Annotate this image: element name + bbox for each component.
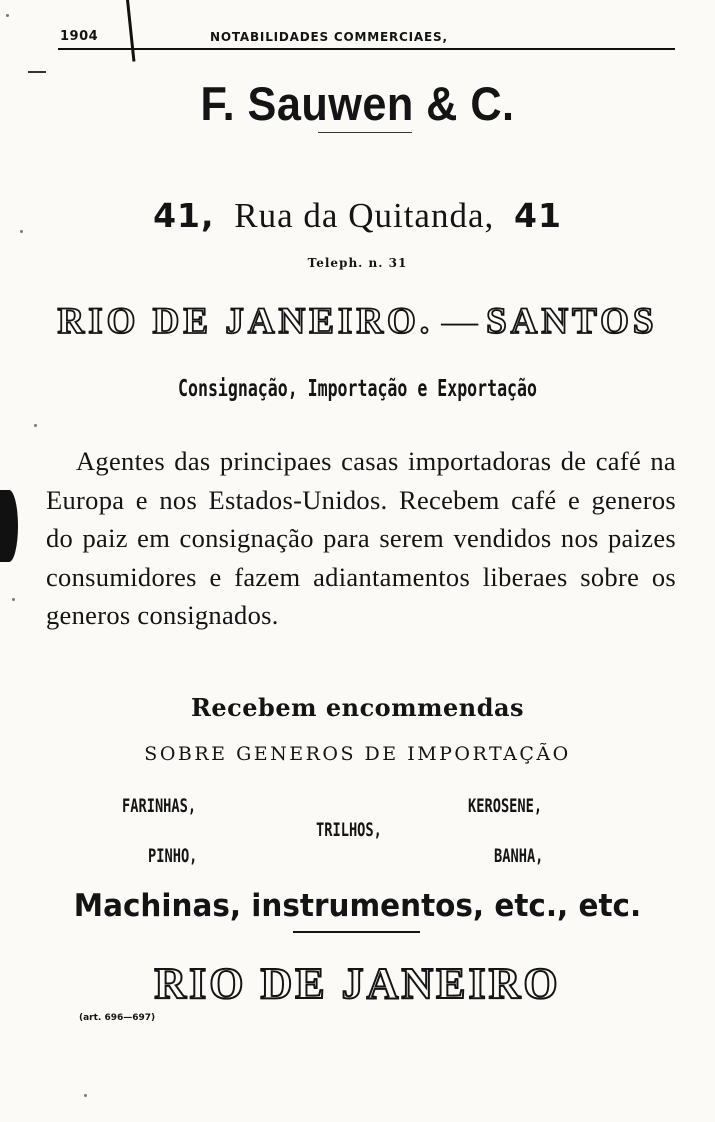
- page-header: [58, 25, 675, 49]
- address-line: [0, 196, 715, 236]
- machines-line: Machinas, instrumentos, etc., etc.: [73, 888, 642, 924]
- margin-mark: [28, 71, 46, 73]
- location-santos: SANTOS: [486, 301, 658, 342]
- goods-item: PINHO,: [148, 845, 198, 867]
- scan-speck: [84, 1094, 87, 1097]
- goods-item: TRILHOS,: [316, 819, 382, 841]
- services-line: Consignação, Importação e Exportação: [178, 376, 537, 402]
- scan-speck: [12, 598, 15, 601]
- footer-city: RIO DE JANEIRO: [154, 959, 561, 1008]
- firm-name: F. Sauwen & C.: [200, 77, 515, 130]
- street-number-left: 41,: [153, 196, 215, 235]
- goods-item: KEROSENE,: [468, 795, 543, 817]
- locations-line: [0, 300, 715, 343]
- page-year: 1904: [60, 29, 99, 44]
- header-rule: [58, 48, 675, 50]
- running-title: NOTABILIDADES COMMERCIAES,: [210, 30, 448, 44]
- scan-edge-blot: [0, 490, 18, 562]
- machines-divider: [293, 931, 420, 933]
- orders-title: Recebem encommendas: [190, 693, 525, 722]
- telephone-number: Teleph. n. 31: [307, 256, 408, 270]
- scan-speck: [34, 424, 37, 427]
- location-rio: RIO DE JANEIRO.: [57, 301, 434, 342]
- goods-item: BANHA,: [494, 845, 544, 867]
- orders-subtitle: SOBRE GENEROS DE IMPORTAÇÃO: [144, 743, 571, 765]
- location-dash: —: [441, 301, 479, 342]
- description-paragraph: Agentes das principaes casas importadoras de café na Europa e nos Estados-Unidos. Recebem café e generos do paiz em consignação para serem vendidos nos paizes consumidores e fazem adiantamentos liberaes sobre os generos consignados.: [46, 446, 676, 630]
- goods-item: FARINHAS,: [122, 795, 197, 817]
- street-number-right: 41: [514, 196, 562, 235]
- street-name: Rua da Quitanda,: [234, 196, 495, 235]
- scan-speck: [6, 14, 9, 17]
- article-reference: (art. 696—697): [79, 1013, 156, 1023]
- title-divider: [318, 132, 412, 133]
